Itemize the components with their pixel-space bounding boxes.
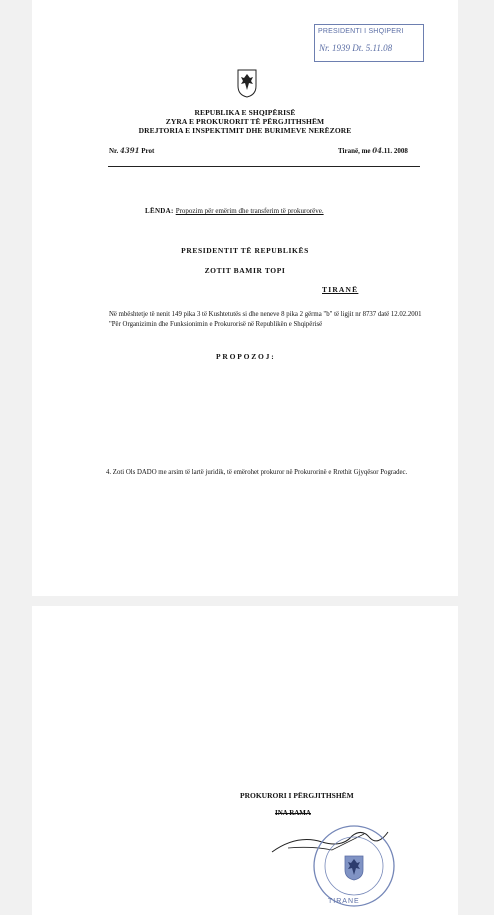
reference-number-value: 4391 (120, 146, 140, 155)
signatory-title: PROKURORI I PËRGJITHSHËM (240, 791, 354, 800)
document-date: Tiranë, me 04.11. 2008 (338, 146, 408, 155)
document-page-2 (32, 606, 458, 915)
albania-emblem-icon (236, 68, 258, 98)
signature-and-seal-icon (252, 812, 402, 912)
reference-number: Nr. 4391 Prot (109, 146, 155, 155)
addressee-title: PRESIDENTIT TË REPUBLIKËS (181, 246, 309, 255)
header-country: REPUBLIKA E SHQIPËRISË (194, 108, 296, 117)
received-stamp (314, 24, 424, 62)
header-office: ZYRA E PROKURORIT TË PËRGJITHSHËM (165, 117, 325, 126)
addressee-city: TIRANË (322, 285, 359, 294)
propose-heading: PROPOZOJ: (216, 352, 276, 361)
header-divider (108, 166, 420, 167)
stamp-number: Nr. 1939 Dt. 5.11.08 (319, 43, 393, 53)
seal-city-text: TIRANE (328, 898, 360, 905)
subject-line (145, 207, 324, 215)
subject-label: LËNDA: (145, 207, 174, 215)
header-directorate: DREJTORIA E INSPEKTIMIT DHE BURIMEVE NERËZORE (138, 126, 352, 135)
date-day: 04 (372, 146, 383, 155)
signatory-name: INA RAMA (275, 809, 311, 817)
stamp-title: PRESIDENTI I SHQIPERI (318, 28, 404, 35)
proposal-item: 4. Zoti Ols DADO me arsim të lartë juridik, të emërohet prokuror në Prokurorinë e Rrethit Gjyqësor Pogradec. (106, 469, 408, 476)
document-page-1 (32, 0, 458, 596)
subject-text: Propozim për emërim dhe transferim të prokurorëve. (175, 207, 324, 215)
addressee-name: ZOTIT BAMIR TOPI (204, 266, 286, 275)
legal-basis-paragraph: Në mbështetje të nenit 149 pika 3 të Kushtetutës si dhe neneve 8 pika 2 gërma "b" të ligjit nr 8737 datë 12.02.2001 "Për Organizimin dhe Funksionimin e Prokurorisë në Republikën e Shqipërisë (109, 311, 422, 328)
